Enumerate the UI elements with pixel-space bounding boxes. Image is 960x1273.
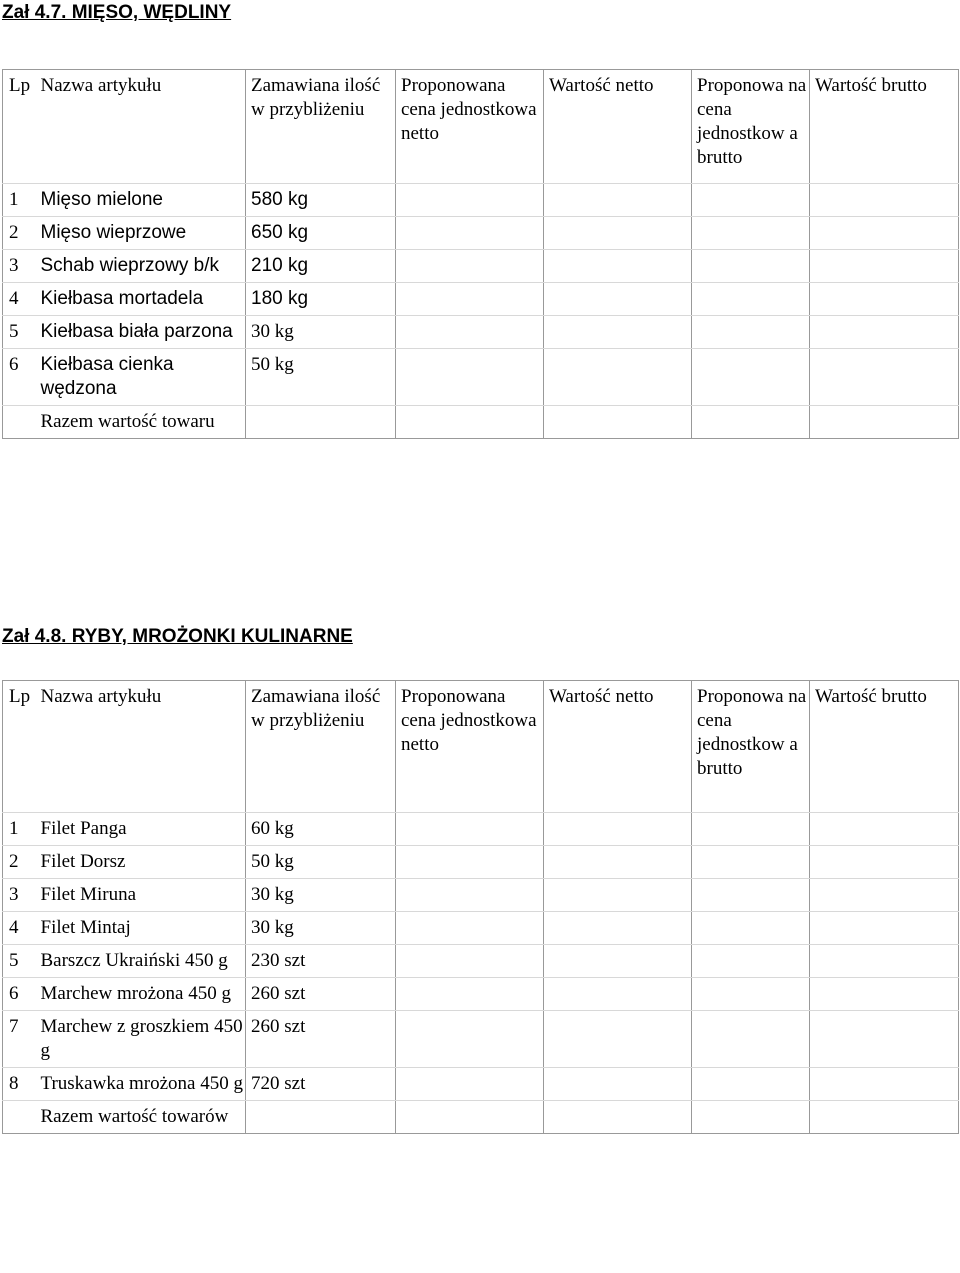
table-row (3, 250, 959, 283)
cell-unit-price-gross (692, 349, 810, 406)
cell-value-gross (810, 912, 959, 945)
row-lp: 5 (3, 945, 41, 978)
cell-value-net (544, 879, 692, 912)
row-qty: 580 kg (246, 184, 396, 217)
header-qty: Zamawiana ilość w przybliżeniu (246, 70, 396, 184)
total-row (3, 406, 959, 439)
cell-value-gross (810, 945, 959, 978)
row-name: Filet Miruna (41, 879, 246, 912)
row-lp: 6 (3, 978, 41, 1011)
row-lp: 4 (3, 283, 41, 316)
cell-unit-price-net (396, 945, 544, 978)
row-lp: 2 (3, 217, 41, 250)
cell-value-gross (810, 316, 959, 349)
header-value-net: Wartość netto (544, 70, 692, 184)
row-lp: 7 (3, 1011, 41, 1068)
header-unit-price-net: Proponowana cena jednostkowa netto (396, 681, 544, 813)
cell-value-gross (810, 217, 959, 250)
row-lp: 5 (3, 316, 41, 349)
row-name: Mięso wieprzowe (41, 217, 246, 250)
total-unit-price-gross (692, 1101, 810, 1134)
row-qty: 260 szt (246, 1011, 396, 1068)
total-lp (3, 1101, 41, 1134)
row-qty: 30 kg (246, 316, 396, 349)
cell-unit-price-gross (692, 1011, 810, 1068)
table-row (3, 978, 959, 1011)
cell-unit-price-net (396, 184, 544, 217)
row-name: Marchew z groszkiem 450 g (41, 1011, 246, 1068)
cell-value-net (544, 1011, 692, 1068)
total-row (3, 1101, 959, 1134)
total-label: Razem wartość towarów (41, 1101, 246, 1134)
cell-value-net (544, 978, 692, 1011)
table-row (3, 283, 959, 316)
cell-unit-price-net (396, 250, 544, 283)
cell-unit-price-gross (692, 846, 810, 879)
cell-unit-price-gross (692, 978, 810, 1011)
order-table-meat (2, 69, 959, 439)
cell-unit-price-gross (692, 912, 810, 945)
cell-value-gross (810, 349, 959, 406)
row-lp: 4 (3, 912, 41, 945)
table-row (3, 1011, 959, 1068)
order-table-fish (2, 680, 959, 1134)
total-value-gross (810, 406, 959, 439)
cell-value-net (544, 184, 692, 217)
table-row (3, 349, 959, 406)
row-name: Marchew mrożona 450 g (41, 978, 246, 1011)
cell-unit-price-gross (692, 283, 810, 316)
row-lp: 1 (3, 813, 41, 846)
row-lp: 3 (3, 879, 41, 912)
total-value-net (544, 1101, 692, 1134)
row-lp: 2 (3, 846, 41, 879)
cell-unit-price-net (396, 912, 544, 945)
table-header-row (3, 70, 959, 184)
section-title: Zał 4.8. RYBY, MROŻONKI KULINARNE (2, 626, 353, 647)
cell-value-gross (810, 1068, 959, 1101)
row-name: Kiełbasa biała parzona (41, 316, 246, 349)
cell-unit-price-net (396, 1068, 544, 1101)
cell-unit-price-net (396, 217, 544, 250)
table-header-row (3, 681, 959, 813)
cell-value-net (544, 283, 692, 316)
cell-unit-price-gross (692, 184, 810, 217)
cell-value-net (544, 813, 692, 846)
row-qty: 50 kg (246, 846, 396, 879)
row-qty: 60 kg (246, 813, 396, 846)
cell-value-gross (810, 283, 959, 316)
row-qty: 230 szt (246, 945, 396, 978)
total-lp (3, 406, 41, 439)
row-name: Filet Mintaj (41, 912, 246, 945)
cell-unit-price-net (396, 879, 544, 912)
total-value-net (544, 406, 692, 439)
row-name: Truskawka mrożona 450 g (41, 1068, 246, 1101)
table-row (3, 846, 959, 879)
row-qty: 210 kg (246, 250, 396, 283)
cell-unit-price-net (396, 1011, 544, 1068)
cell-value-gross (810, 250, 959, 283)
cell-value-net (544, 250, 692, 283)
header-value-gross: Wartość brutto (810, 681, 959, 813)
total-unit-price-net (396, 406, 544, 439)
row-name: Filet Dorsz (41, 846, 246, 879)
cell-unit-price-net (396, 349, 544, 406)
table-row (3, 1068, 959, 1101)
table-row (3, 316, 959, 349)
row-lp: 1 (3, 184, 41, 217)
header-value-net: Wartość netto (544, 681, 692, 813)
cell-value-gross (810, 813, 959, 846)
row-qty: 720 szt (246, 1068, 396, 1101)
table-row (3, 217, 959, 250)
total-unit-price-net (396, 1101, 544, 1134)
cell-value-gross (810, 879, 959, 912)
table-row (3, 184, 959, 217)
table-row (3, 912, 959, 945)
cell-unit-price-gross (692, 250, 810, 283)
row-name: Barszcz Ukraiński 450 g (41, 945, 246, 978)
cell-value-net (544, 316, 692, 349)
cell-unit-price-net (396, 283, 544, 316)
cell-unit-price-gross (692, 316, 810, 349)
cell-unit-price-gross (692, 813, 810, 846)
total-qty (246, 1101, 396, 1134)
cell-unit-price-net (396, 978, 544, 1011)
header-unit-price-net: Proponowana cena jednostkowa netto (396, 70, 544, 184)
cell-unit-price-gross (692, 879, 810, 912)
row-lp: 8 (3, 1068, 41, 1101)
total-qty (246, 406, 396, 439)
total-unit-price-gross (692, 406, 810, 439)
cell-value-net (544, 912, 692, 945)
header-lp: Lp (3, 681, 41, 813)
section-title: Zał 4.7. MIĘSO, WĘDLINY (2, 2, 232, 23)
cell-value-net (544, 217, 692, 250)
row-name: Filet Panga (41, 813, 246, 846)
row-name: Kiełbasa mortadela (41, 283, 246, 316)
table-row (3, 945, 959, 978)
row-qty: 30 kg (246, 879, 396, 912)
total-label: Razem wartość towaru (41, 406, 246, 439)
row-qty: 260 szt (246, 978, 396, 1011)
cell-value-net (544, 349, 692, 406)
header-qty: Zamawiana ilość w przybliżeniu (246, 681, 396, 813)
row-qty: 180 kg (246, 283, 396, 316)
row-qty: 650 kg (246, 217, 396, 250)
header-value-gross: Wartość brutto (810, 70, 959, 184)
table-row (3, 879, 959, 912)
row-name: Schab wieprzowy b/k (41, 250, 246, 283)
row-name: Kiełbasa cienka wędzona (41, 349, 246, 406)
cell-unit-price-net (396, 316, 544, 349)
cell-unit-price-gross (692, 217, 810, 250)
cell-value-net (544, 945, 692, 978)
cell-value-gross (810, 1011, 959, 1068)
total-value-gross (810, 1101, 959, 1134)
header-lp: Lp (3, 70, 41, 184)
table-row (3, 813, 959, 846)
cell-value-net (544, 846, 692, 879)
row-lp: 3 (3, 250, 41, 283)
row-qty: 50 kg (246, 349, 396, 406)
header-unit-price-gross: Proponowa na cena jednostkow a brutto (692, 681, 810, 813)
cell-unit-price-gross (692, 945, 810, 978)
cell-unit-price-net (396, 813, 544, 846)
header-unit-price-gross: Proponowa na cena jednostkow a brutto (692, 70, 810, 184)
cell-value-gross (810, 184, 959, 217)
row-lp: 6 (3, 349, 41, 406)
cell-value-net (544, 1068, 692, 1101)
header-name: Nazwa artykułu (41, 681, 246, 813)
row-name: Mięso mielone (41, 184, 246, 217)
cell-unit-price-net (396, 846, 544, 879)
row-qty: 30 kg (246, 912, 396, 945)
cell-value-gross (810, 978, 959, 1011)
header-name: Nazwa artykułu (41, 70, 246, 184)
cell-value-gross (810, 846, 959, 879)
cell-unit-price-gross (692, 1068, 810, 1101)
